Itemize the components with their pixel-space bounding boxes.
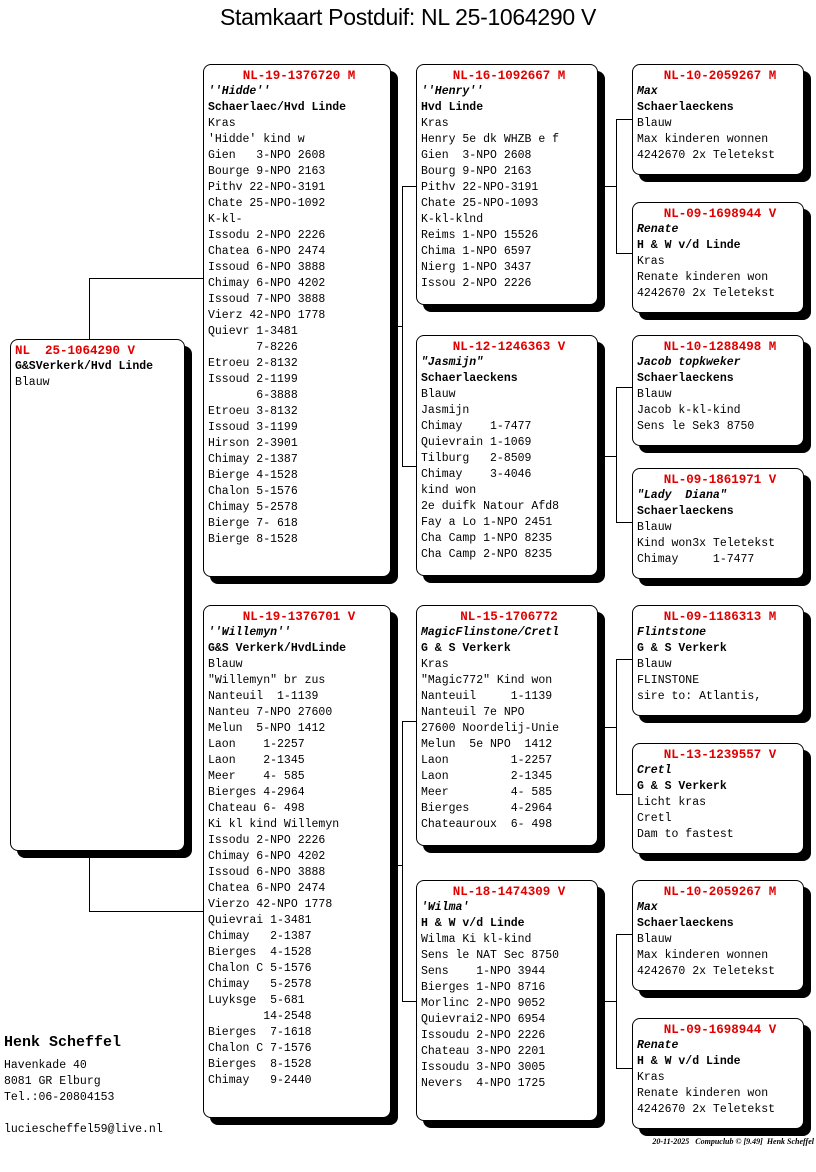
connector-line (402, 1001, 416, 1002)
card-line: Nanteuil 1-1139 (421, 690, 553, 703)
connector-line (616, 934, 632, 935)
connector-line (616, 659, 632, 660)
card-line: Vierzo 42-NPO 1778 (208, 898, 333, 911)
card-line: Chimay 1-7477 (421, 420, 532, 433)
card-line: 4242670 2x Teletekst (637, 287, 776, 300)
card-line: Blauw (421, 388, 456, 401)
ring-number: NL 25-1064290 V (15, 344, 136, 358)
card-line: Nierg 1-NPO 3437 (421, 261, 532, 274)
card-line: Issoud 2-1199 (208, 373, 298, 386)
owner-line: Schaerlaeckens (637, 505, 734, 518)
card-line: Tilburg 2-8509 (421, 452, 532, 465)
color-line: Blauw (15, 376, 50, 389)
card-line: Max kinderen wonnen (637, 949, 769, 962)
ring-number: NL-10-2059267 M (663, 69, 777, 83)
owner-line: H & W v/d Linde (421, 917, 525, 930)
owner-line: H & W v/d Linde (637, 1055, 741, 1068)
connector-line (89, 278, 90, 339)
pigeon-name: ''Henry'' (421, 85, 484, 98)
card-line: Jacob k-kl-kind (637, 404, 741, 417)
ring-number: NL-12-1246363 V (452, 340, 566, 354)
card-line: Cretl (637, 812, 672, 825)
card-line: Chimay 6-NPO 4202 (208, 277, 326, 290)
card-line: Nanteuil 7e NPO (421, 706, 525, 719)
card-line: Sens 1-NPO 3944 (421, 965, 546, 978)
pigeon-card-sire-sire[interactable] (416, 64, 598, 305)
connector-line (616, 387, 617, 523)
owner-line: H & W v/d Linde (637, 239, 741, 252)
card-line: Fay a Lo 1-NPO 2451 (421, 516, 553, 529)
pigeon-name: MagicFlinstone/Cretl (421, 626, 560, 639)
pigeon-card-dam-dam[interactable] (416, 880, 598, 1121)
ring-number: NL-10-1288498 M (663, 340, 777, 354)
card-line: Chatea 6-NPO 2474 (208, 245, 326, 258)
pigeon-name: Max (637, 901, 658, 914)
card-line: K-kl- (208, 213, 243, 226)
card-line: Bourge 9-NPO 2163 (208, 165, 326, 178)
card-line: Quievrai 1-3481 (208, 914, 312, 927)
card-line: Chimay 5-2578 (208, 978, 312, 991)
ring-number: NL-10-2059267 M (663, 885, 777, 899)
card-line: Issodu 2-NPO 2226 (208, 229, 326, 242)
pigeon-name: Cretl (637, 764, 672, 777)
card-line: Gien 3-NPO 2608 (421, 149, 532, 162)
card-line: Cha Camp 1-NPO 8235 (421, 532, 553, 545)
card-line: 2e duifk Natour Afd8 (421, 500, 560, 513)
pigeon-name: 'Wilma' (421, 901, 470, 914)
card-line: Chalon C 5-1576 (208, 962, 312, 975)
card-line: Chimay 1-7477 (637, 553, 755, 566)
card-line: Bierges 7-1618 (208, 1026, 312, 1039)
card-line: Chimay 2-1387 (208, 930, 312, 943)
card-line: Laon 2-1345 (208, 754, 305, 767)
connector-line (616, 794, 632, 795)
card-line: Melun 5-NPO 1412 (208, 722, 326, 735)
ring-number: NL-15-1706772 (460, 610, 558, 624)
card-line: Etroeu 2-8132 (208, 357, 298, 370)
connector-line (616, 1068, 632, 1069)
card-line: 6-3888 (208, 389, 298, 402)
card-line: Reims 1-NPO 15526 (421, 229, 539, 242)
pigeon-name: Renate (637, 1039, 679, 1052)
connector-line (598, 456, 616, 457)
card-line: Ki kl kind Willemyn (208, 818, 340, 831)
ring-number: NL-13-1239557 V (663, 748, 777, 762)
connector-line (402, 721, 403, 1002)
connector-line (402, 721, 416, 722)
card-line: Kind won3x Teletekst (637, 537, 776, 550)
card-line: Sens le Sek3 8750 (637, 420, 755, 433)
card-line: Kras (637, 1071, 665, 1084)
card-line: "Magic772" Kind won (421, 674, 553, 687)
card-line: Kras (421, 658, 449, 671)
ring-number: NL-09-1698944 V (663, 1023, 777, 1037)
connector-line (616, 253, 632, 254)
owner-city: 8081 GR Elburg (4, 1075, 101, 1088)
card-line: kind won (421, 484, 477, 497)
card-line: Melun 5e NPO 1412 (421, 738, 553, 751)
card-line: Bierge 7- 618 (208, 517, 298, 530)
card-line: Bierge 8-1528 (208, 533, 298, 546)
card-line: Etroeu 3-8132 (208, 405, 298, 418)
card-line: Issoud 6-NPO 3888 (208, 261, 326, 274)
card-line: Blauw (637, 117, 672, 130)
owner-line: Schaerlaeckens (637, 372, 734, 385)
card-line: Laon 1-2257 (421, 754, 553, 767)
card-line: Luyksge 5-681 (208, 994, 305, 1007)
pigeon-card-ggparent[interactable] (632, 743, 804, 854)
connector-line (89, 278, 204, 279)
ring-number: NL-19-1376720 M (242, 69, 356, 83)
card-line: Bierges 4-2964 (421, 802, 553, 815)
pigeon-card-ggparent[interactable] (632, 1018, 804, 1129)
card-line: 14-2548 (208, 1010, 312, 1023)
card-line: Renate kinderen won (637, 271, 769, 284)
card-line: Chate 25-NPO-1093 (421, 197, 539, 210)
card-line: Quievrain 1-1069 (421, 436, 532, 449)
card-line: Issoud 7-NPO 3888 (208, 293, 326, 306)
card-line: Bierges 4-2964 (208, 786, 305, 799)
card-line: Nanteuil 1-1139 (208, 690, 319, 703)
owner-line: G & S Verkerk (637, 642, 727, 655)
card-line: Blauw (637, 521, 672, 534)
connector-line (616, 119, 617, 254)
card-line: Issoud 3-1199 (208, 421, 298, 434)
pigeon-name: Jacob topkweker (637, 356, 741, 369)
card-line: Kras (637, 255, 665, 268)
card-line: Cha Camp 2-NPO 8235 (421, 548, 553, 561)
card-line: Quievr 1-3481 (208, 325, 298, 338)
owner-line: Schaerlaec/Hvd Linde (208, 101, 347, 114)
card-line: Gien 3-NPO 2608 (208, 149, 326, 162)
card-line: FLINSTONE (637, 674, 700, 687)
pigeon-card-ggparent[interactable] (632, 335, 804, 446)
connector-line (616, 387, 632, 388)
pigeon-name: ''Willemyn'' (208, 626, 291, 639)
card-line: Bierges 1-NPO 8716 (421, 981, 546, 994)
card-line: Kras (421, 117, 449, 130)
card-line: Bierges 8-1528 (208, 1058, 312, 1071)
card-line: Blauw (637, 658, 672, 671)
card-line: Chateau 6- 498 (208, 802, 305, 815)
pigeon-card-main[interactable] (10, 339, 185, 851)
card-line: Laon 1-2257 (208, 738, 305, 751)
card-line: Chalon 5-1576 (208, 485, 298, 498)
pigeon-card-ggparent[interactable] (632, 64, 804, 175)
card-line: Chateau 3-NPO 2201 (421, 1045, 546, 1058)
pigeon-name: "Lady Diana" (637, 489, 727, 502)
ring-number: NL-18-1474309 V (452, 885, 566, 899)
card-line: Chate 25-NPO-1092 (208, 197, 326, 210)
card-line: 4242670 2x Teletekst (637, 1103, 776, 1116)
card-line: Bierge 4-1528 (208, 469, 298, 482)
card-line: Chateauroux 6- 498 (421, 818, 553, 831)
connector-line (598, 1001, 616, 1002)
card-line: Jasmijn (421, 404, 470, 417)
card-line: Dam to fastest (637, 828, 734, 841)
card-line: sire to: Atlantis, (637, 690, 762, 703)
card-line: 'Hidde' kind w (208, 133, 305, 146)
card-line: Henry 5e dk WHZB e f (421, 133, 560, 146)
card-line: Blauw (637, 933, 672, 946)
card-line: Renate kinderen won (637, 1087, 769, 1100)
pigeon-card-ggparent[interactable] (632, 202, 804, 313)
pigeon-card-ggparent[interactable] (632, 468, 804, 579)
connector-line (391, 865, 402, 866)
card-line: Chimay 9-2440 (208, 1074, 312, 1087)
ring-number: NL-16-1092667 M (452, 69, 566, 83)
card-line: Chalon C 7-1576 (208, 1042, 312, 1055)
card-line: Chimay 2-1387 (208, 453, 298, 466)
card-line: 7-8226 (208, 341, 298, 354)
card-line: Max kinderen wonnen (637, 133, 769, 146)
card-line: Licht kras (637, 796, 707, 809)
connector-line (402, 466, 416, 467)
ring-number: NL-09-1861971 V (663, 473, 777, 487)
card-line: Bierges 4-1528 (208, 946, 312, 959)
card-line: Issoudu 2-NPO 2226 (421, 1029, 546, 1042)
card-line: Meer 4- 585 (421, 786, 553, 799)
card-line: Issoudu 3-NPO 3005 (421, 1061, 546, 1074)
card-line: "Willemyn" br zus (208, 674, 326, 687)
card-line: Blauw (208, 658, 243, 671)
connector-line (402, 186, 403, 467)
card-line: Issou 2-NPO 2226 (421, 277, 532, 290)
card-line: 27600 Noordelij-Unie (421, 722, 560, 735)
ring-number: NL-19-1376701 V (242, 610, 356, 624)
owner-email[interactable]: luciescheffel59@live.nl (4, 1123, 163, 1136)
pigeon-card-sire-dam[interactable] (416, 335, 598, 576)
card-line: Nevers 4-NPO 1725 (421, 1077, 546, 1090)
pigeon-card-dam-sire[interactable] (416, 605, 598, 846)
connector-line (616, 659, 617, 795)
card-line: Nanteu 7-NPO 27600 (208, 706, 333, 719)
pigeon-card-ggparent[interactable] (632, 605, 804, 716)
owner-line: Schaerlaeckens (637, 101, 734, 114)
card-line: Chimay 6-NPO 4202 (208, 850, 326, 863)
connector-line (89, 911, 204, 912)
owner-name: Henk Scheffel (4, 1034, 122, 1051)
card-line: Chimay 5-2578 (208, 501, 298, 514)
card-line: K-kl-klnd (421, 213, 484, 226)
connector-line (402, 186, 416, 187)
card-line: Issodu 2-NPO 2226 (208, 834, 326, 847)
card-line: Issoud 6-NPO 3888 (208, 866, 326, 879)
card-line: Blauw (637, 388, 672, 401)
card-line: Pithv 22-NPO-3191 (421, 181, 539, 194)
connector-line (89, 858, 90, 911)
card-line: Quievrai2-NPO 6954 (421, 1013, 546, 1026)
print-credits: 20-11-2025 Compuclub © [9.49] Henk Scheffel (652, 1137, 814, 1146)
card-line: 4242670 2x Teletekst (637, 965, 776, 978)
ring-number: NL-09-1698944 V (663, 207, 777, 221)
card-line: Hirson 2-3901 (208, 437, 298, 450)
card-line: Morlinc 2-NPO 9052 (421, 997, 546, 1010)
page-title: Stamkaart Postduif: NL 25-1064290 V (219, 4, 597, 30)
card-line: Wilma Ki kl-kind (421, 933, 532, 946)
owner-line: Schaerlaeckens (637, 917, 734, 930)
owner-address: Havenkade 40 (4, 1059, 87, 1072)
card-line: 4242670 2x Teletekst (637, 149, 776, 162)
card-line: Pithv 22-NPO-3191 (208, 181, 326, 194)
connector-line (598, 186, 616, 187)
card-line: Laon 2-1345 (421, 770, 553, 783)
pigeon-card-dam[interactable] (203, 605, 391, 1118)
card-line: Sens le NAT Sec 8750 (421, 949, 560, 962)
connector-line (616, 522, 632, 523)
card-line: Kras (208, 117, 236, 130)
owner-line: G & S Verkerk (637, 780, 727, 793)
card-line: Chatea 6-NPO 2474 (208, 882, 326, 895)
pigeon-card-sire[interactable] (203, 64, 391, 577)
connector-line (616, 119, 632, 120)
owner-line: Hvd Linde (421, 101, 484, 114)
pigeon-name: Renate (637, 223, 679, 236)
connector-line (616, 934, 617, 1069)
owner-line: G&S Verkerk/HvdLinde (208, 642, 347, 655)
pigeon-card-ggparent[interactable] (632, 880, 804, 991)
owner-line: G & S Verkerk (421, 642, 511, 655)
ring-number: NL-09-1186313 M (663, 610, 777, 624)
card-line: Bourg 9-NPO 2163 (421, 165, 532, 178)
pigeon-name: Flintstone (637, 626, 707, 639)
connector-line (598, 727, 616, 728)
pigeon-name: "Jasmijn" (421, 356, 484, 369)
card-line: Chima 1-NPO 6597 (421, 245, 532, 258)
card-line: Meer 4- 585 (208, 770, 305, 783)
owner-phone: Tel.:06-20804153 (4, 1091, 115, 1104)
card-line: Vierz 42-NPO 1778 (208, 309, 326, 322)
connector-line (391, 326, 402, 327)
pigeon-name: ''Hidde'' (208, 85, 271, 98)
card-line: Chimay 3-4046 (421, 468, 532, 481)
owner-line: G&SVerkerk/Hvd Linde (15, 360, 154, 373)
owner-line: Schaerlaeckens (421, 372, 518, 385)
pigeon-name: Max (637, 85, 658, 98)
